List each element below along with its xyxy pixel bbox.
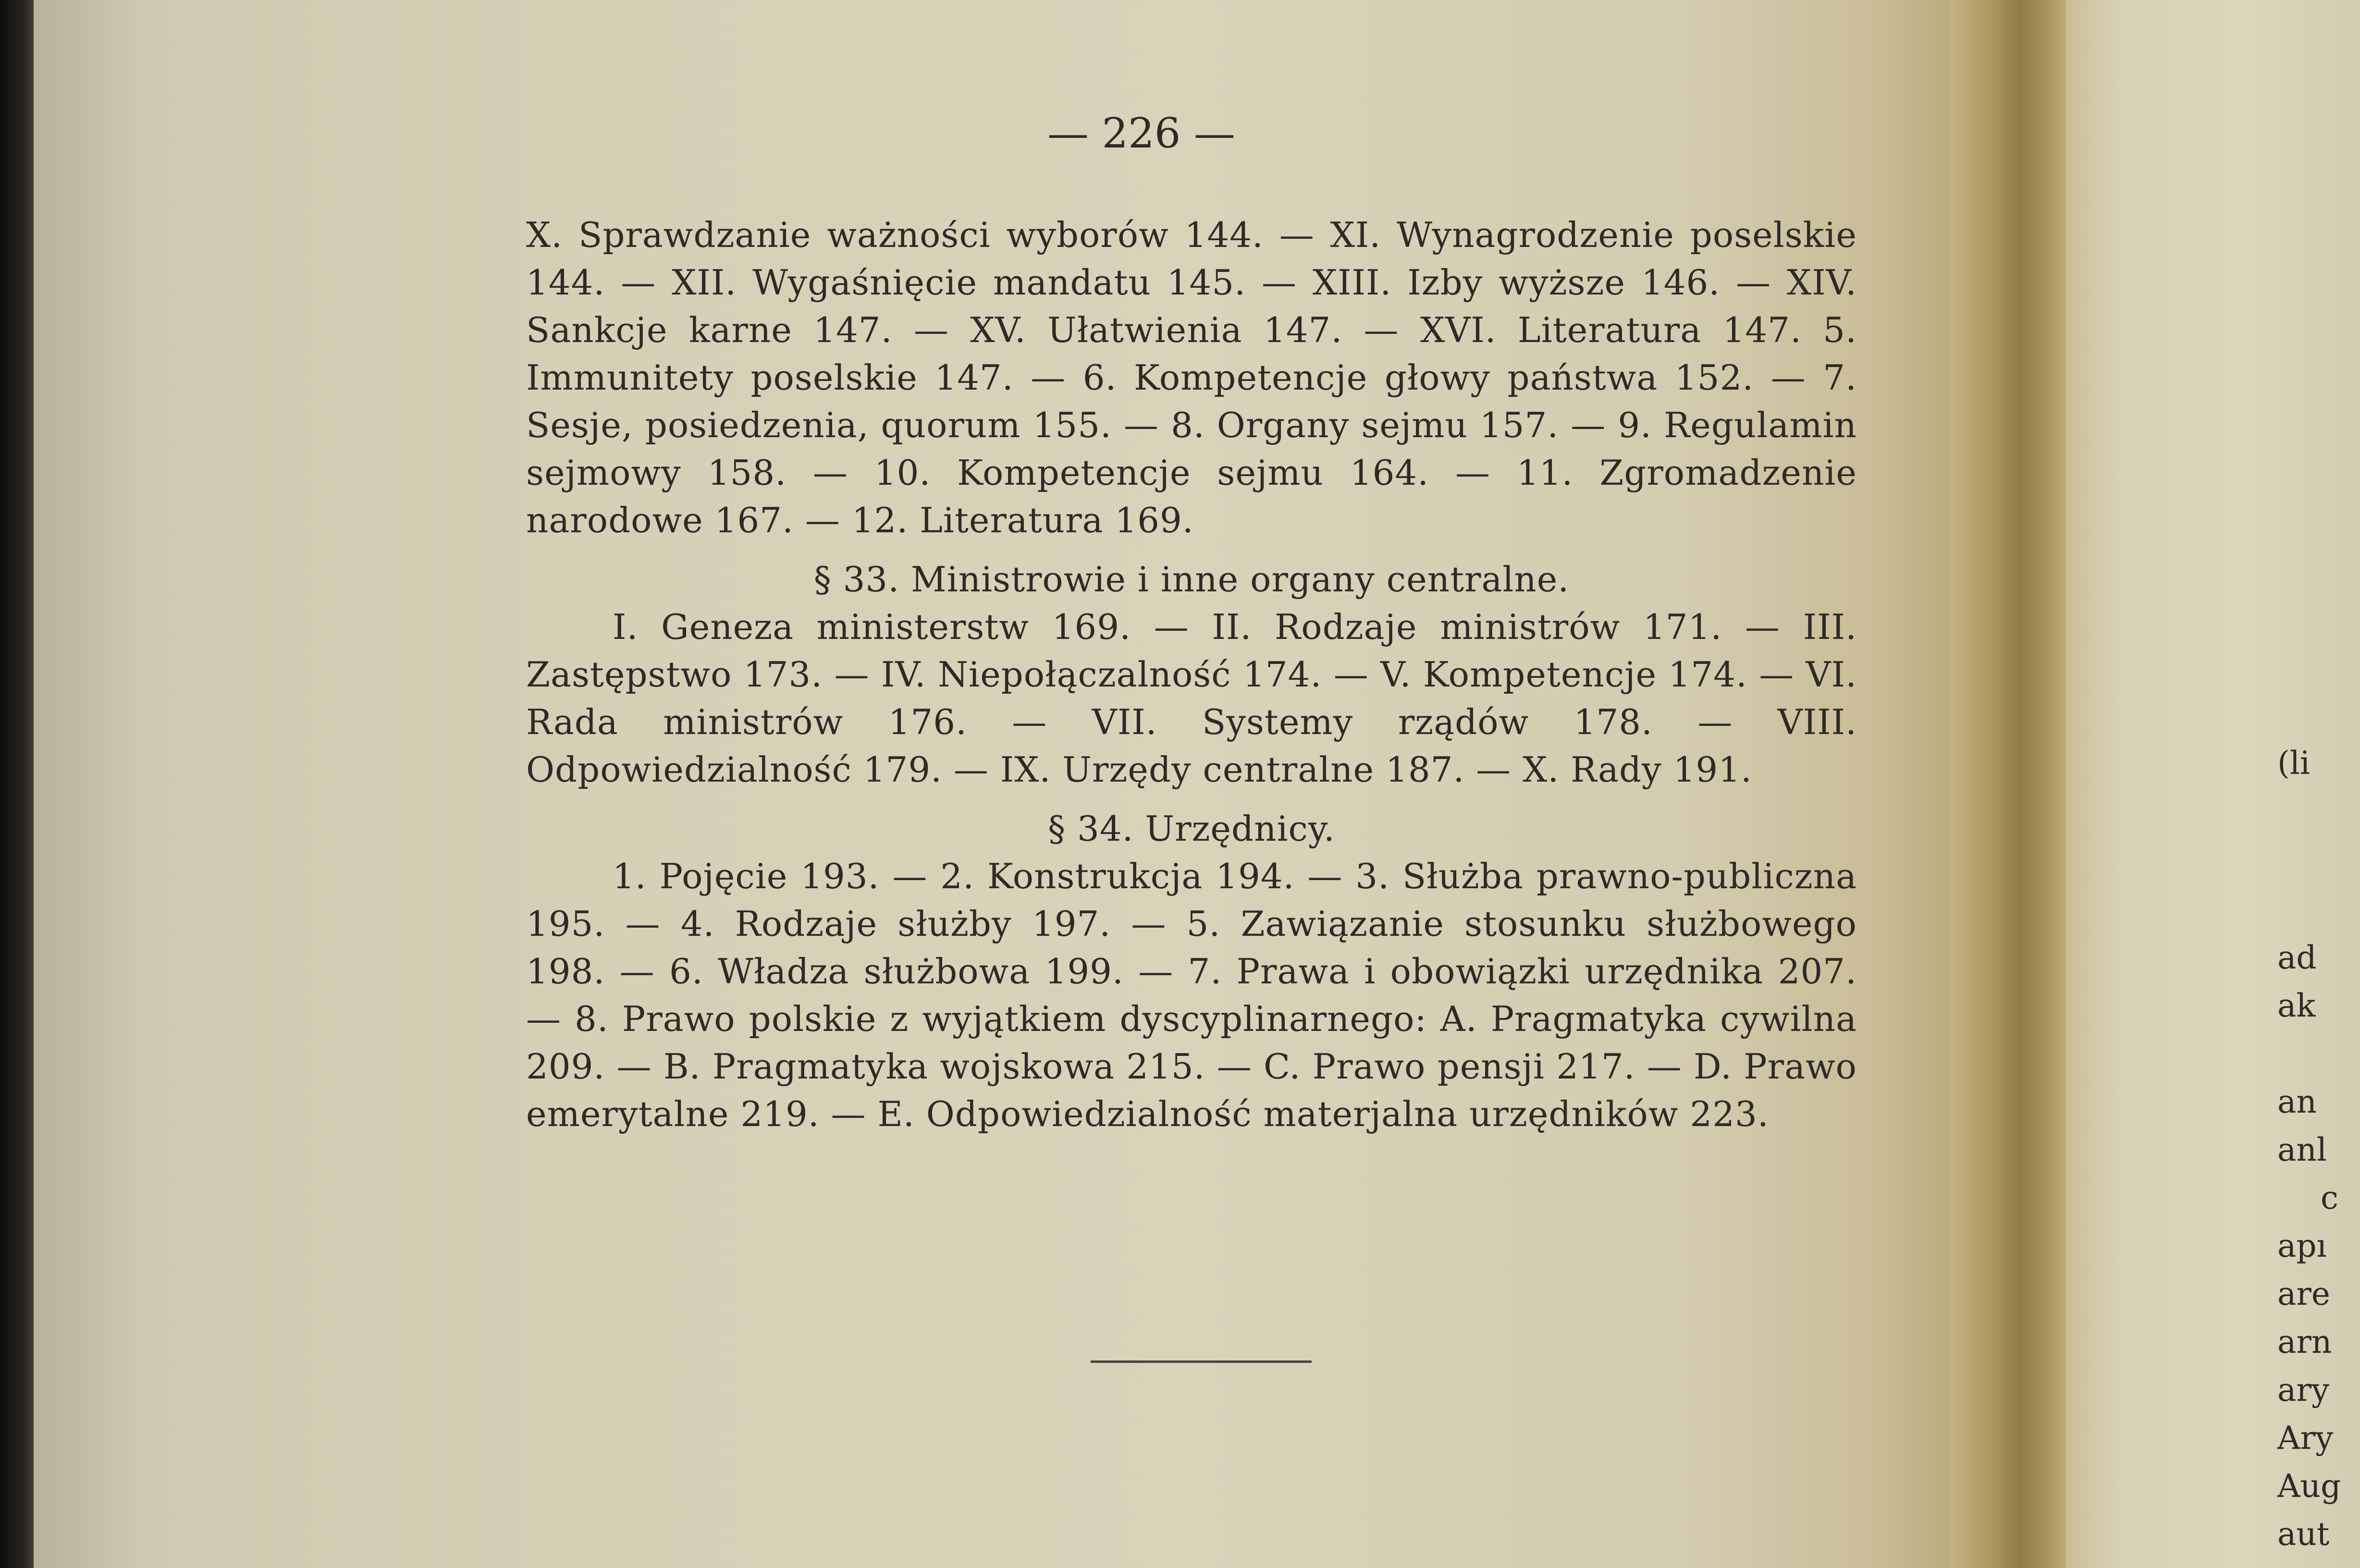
facing-fragment: apı: [2277, 1227, 2327, 1264]
toc-paragraph-3: 1. Pojęcie 193. — 2. Konstrukcja 194. — 3. Służba prawno-publiczna 195. — 4. Rodzaje służby 197. — 5. Zawiązanie stosunku służbowego 198. — 6. Władza służbowa 199. — 7. Prawa i obowiązki urzędnika 207. — 8. Prawo polskie z wyjątkiem dyscyplinarnego: A. Pragmatyka cywilna 209. — B. Pragmatyka wojskowa 215. — C. Prawo pensji 217. — D. Prawo emerytalne 219. — E. Odpowiedzialność materjalna urzędników 223.: [526, 856, 1857, 1134]
facing-fragment: ad: [2277, 939, 2317, 976]
toc-paragraph-1: X. Sprawdzanie ważności wyborów 144. — XI. Wynagrodzenie poselskie 144. — XII. Wygaśnięcie mandatu 145. — XIII. Izby wyższe 146. — XIV. Sankcje karne 147. — XV. Ułatwienia 147. — XVI. Literatura 147. 5. Immunitety poselskie 147. — 6. Kompetencje głowy państwa 152. — 7. Sesje, posiedzenia, quorum 155. — 8. Organy sejmu 157. — 9. Regulamin sejmowy 158. — 10. Kompetencje sejmu 164. — 11. Zgromadzenie narodowe 167. — 12. Literatura 169.: [526, 215, 1857, 540]
page-number: — 226 —: [1047, 110, 1235, 158]
facing-fragment: (li: [2277, 745, 2310, 782]
facing-fragment: ak: [2277, 987, 2316, 1024]
end-rule: [1091, 1360, 1312, 1363]
facing-fragment: are: [2277, 1275, 2330, 1312]
facing-fragment: arn: [2277, 1323, 2332, 1360]
book-gutter: [1951, 0, 2076, 1568]
facing-fragment: c: [2321, 1179, 2338, 1216]
table-of-contents-text: [526, 211, 1857, 1138]
facing-fragment: Aug: [2277, 1468, 2341, 1505]
facing-fragment: aut: [2277, 1516, 2330, 1553]
facing-fragment: anl: [2277, 1131, 2327, 1168]
facing-fragment: ary: [2277, 1372, 2330, 1409]
facing-fragment: Ary: [2277, 1420, 2334, 1457]
section-heading-34: § 34. Urzędnicy.: [1048, 808, 1335, 849]
section-heading-33: § 33. Ministrowie i inne organy centralne.: [813, 559, 1570, 600]
facing-fragment: an: [2277, 1083, 2317, 1120]
toc-paragraph-2: I. Geneza ministerstw 169. — II. Rodzaje ministrów 171. — III. Zastępstwo 173. — IV. Niepołączalność 174. — V. Kompetencje 174. — VI. Rada ministrów 176. — VII. Systemy rządów 178. — VIII. Odpowiedzialność 179. — IX. Urzędy centralne 187. — X. Rady 191.: [526, 607, 1857, 790]
